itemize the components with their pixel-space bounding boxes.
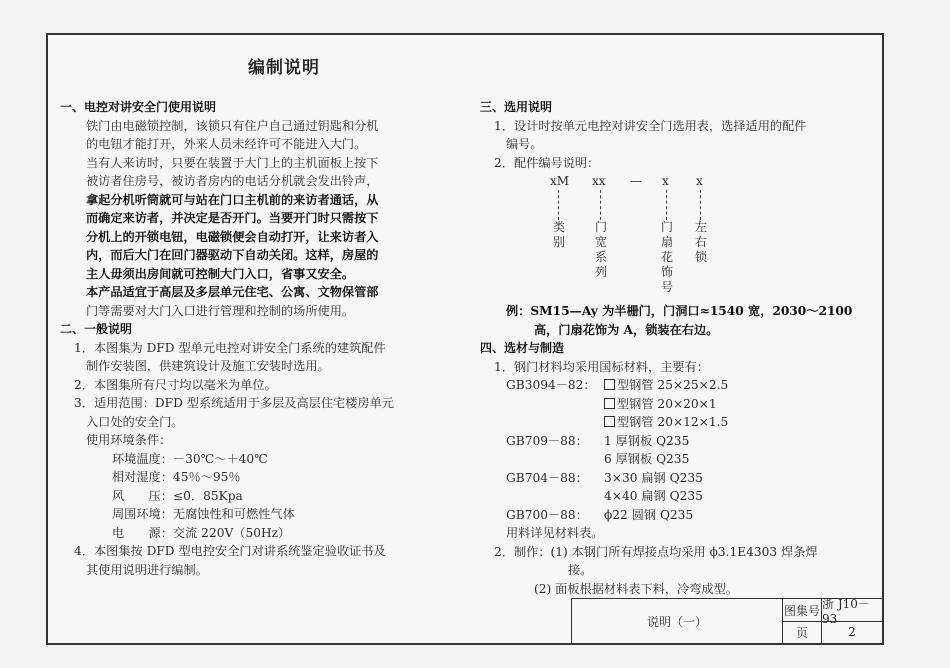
section-1-heading: 一、电控对讲安全门使用说明 (60, 100, 217, 114)
material-row (480, 432, 880, 451)
section-3-heading: 三、选用说明 (480, 100, 553, 114)
material-std: GB709－88： (506, 433, 588, 448)
s1-line: 拿起分机听筒就可与站在门口主机前的来访者通话，从 (86, 192, 379, 207)
left-column (60, 98, 460, 579)
material-row (480, 395, 880, 414)
atlas-label: 图集号 (783, 599, 822, 622)
s2-item: 入口处的安全门。 (86, 414, 184, 429)
code-stem (558, 190, 559, 220)
material-spec: 4×40 扁钢 Q235 (604, 489, 703, 503)
square-tube-icon (604, 398, 615, 409)
s2-item: 使用环境条件： (86, 433, 172, 447)
code-label-category: 类别 (552, 220, 565, 249)
s2-item: 4．本图集按 DFD 型电控安全门对讲系统鉴定验收证书及 (74, 544, 386, 558)
square-tube-icon (604, 416, 615, 427)
env-condition: 电 源：交流 220V（50Hz） (112, 525, 291, 540)
material-std: GB3094－82： (506, 378, 596, 392)
s2-item: 3．适用范围：DFD 型系统适用于多层及高层住宅楼房单元 (74, 396, 394, 410)
material-spec: 3×30 扁钢 Q235 (604, 470, 703, 485)
material-spec: 1 厚钢板 Q235 (604, 433, 690, 448)
material-std (480, 413, 604, 432)
material-spec: 型钢管 20×12×1.5 (617, 415, 729, 429)
title-block-name: 说明（一） (572, 599, 783, 643)
s1-line: 主人毋须出房间就可控制大门入口，省事又安全。 (86, 266, 355, 281)
code-part-width: xx (592, 174, 606, 188)
s1-line: 门等需要对大门入口进行管理和控制的场所使用。 (86, 303, 355, 318)
code-part-category: xM (550, 174, 570, 188)
s4-item: (2) 面板根据材料表下料，冷弯成型。 (534, 581, 738, 596)
material-std (480, 395, 604, 414)
code-part-lock: x (696, 174, 703, 188)
use-note: 用料详见材料表。 (506, 526, 604, 540)
s4-intro: 1．钢门材料均采用国标材料，主要有： (494, 359, 709, 374)
s2-item: 制作安装图，供建筑设计及施工安装时选用。 (86, 359, 330, 373)
env-condition: 相对湿度：45％～95％ (112, 470, 241, 484)
example-line: 高，门扇花饰为 A，锁装在右边。 (534, 322, 719, 337)
material-spec: 型钢管 20×20×1 (617, 396, 717, 411)
right-column (480, 98, 880, 598)
s1-line: 而确定来访者，并决定是否开门。当要开门时只需按下 (86, 211, 379, 225)
page-title: 编制说明 (248, 58, 320, 78)
section-2-heading: 二、一般说明 (60, 322, 133, 336)
s2-item: 其使用说明进行编制。 (86, 562, 208, 577)
code-label-lock: 左右锁 (694, 220, 707, 264)
material-std: GB700－88： (506, 507, 588, 522)
material-row (480, 469, 880, 488)
title-block (571, 598, 882, 643)
s4-item: 2．制作：(1) 本钢门所有焊接点均采用 ϕ3.1E4303 焊条焊 (494, 544, 818, 559)
code-stem (600, 190, 601, 220)
env-condition: 环境温度：－30℃～＋40℃ (112, 451, 268, 466)
code-part-pattern: x (662, 174, 669, 188)
s3-item: 1．设计时按单元电控对讲安全门选用表，选择适用的配件 (494, 118, 807, 133)
s1-line: 铁门由电磁锁控制，该锁只有住户自己通过钥匙和分机 (86, 118, 379, 133)
material-spec: 型钢管 25×25×2.5 (617, 378, 729, 392)
env-condition: 周围环境：无腐蚀性和可燃性气体 (112, 507, 295, 521)
material-row (480, 487, 880, 506)
s2-item: 2．本图集所有尺寸均以毫米为单位。 (74, 377, 277, 392)
drawing-sheet (46, 33, 884, 645)
section-4-heading: 四、选材与制造 (480, 341, 565, 355)
code-label-pattern: 门扇花饰号 (660, 220, 673, 294)
material-row (480, 506, 880, 525)
env-condition: 风 压：≤0．85Kpa (112, 488, 243, 503)
page-label: 页 (783, 621, 822, 643)
s4-item: 接。 (568, 563, 593, 577)
code-stem (666, 190, 667, 220)
material-std: GB704－88： (506, 470, 588, 485)
material-row (480, 450, 880, 469)
s1-line: 当有人来访时，只要在装置于大门上的主机面板上按下 (86, 155, 379, 170)
s1-line: 的电钮才能打开，外来人员未经许可不能进入大门。 (86, 137, 367, 151)
code-label-width: 门宽系列 (594, 220, 607, 279)
s1-line: 本产品适宜于高层及多层单元住宅、公寓、文物保管部 (86, 285, 379, 299)
s2-item: 1．本图集为 DFD 型单元电控对讲安全门系统的建筑配件 (74, 340, 386, 355)
code-stem (700, 190, 701, 220)
code-dash: — (630, 174, 642, 188)
material-row (480, 413, 880, 432)
square-tube-icon (604, 379, 615, 390)
material-std (480, 450, 604, 469)
s3-item: 编号。 (506, 137, 543, 151)
code-diagram (550, 172, 880, 302)
example-line: 例：SM15—Ay 为半栅门，门洞口≈1540 宽，2030～2100 (506, 304, 853, 318)
atlas-value: 浙 J10－93 (822, 599, 882, 622)
s1-line: 内，而后大门在回门器驱动下自动关闭。这样，房屋的 (86, 248, 379, 262)
s1-line: 被访者住房号，被访者房内的电话分机就会发出铃声， (86, 174, 379, 188)
s3-item: 2．配件编号说明： (494, 155, 600, 170)
page-value: 2 (848, 625, 856, 639)
material-spec: 6 厚钢板 Q235 (604, 452, 690, 466)
s1-line: 分机上的开锁电钮，电磁锁便会自动打开，让来访者入 (86, 229, 379, 244)
material-row (480, 376, 880, 395)
material-std (480, 487, 604, 506)
material-spec: ϕ22 圆钢 Q235 (604, 507, 694, 522)
